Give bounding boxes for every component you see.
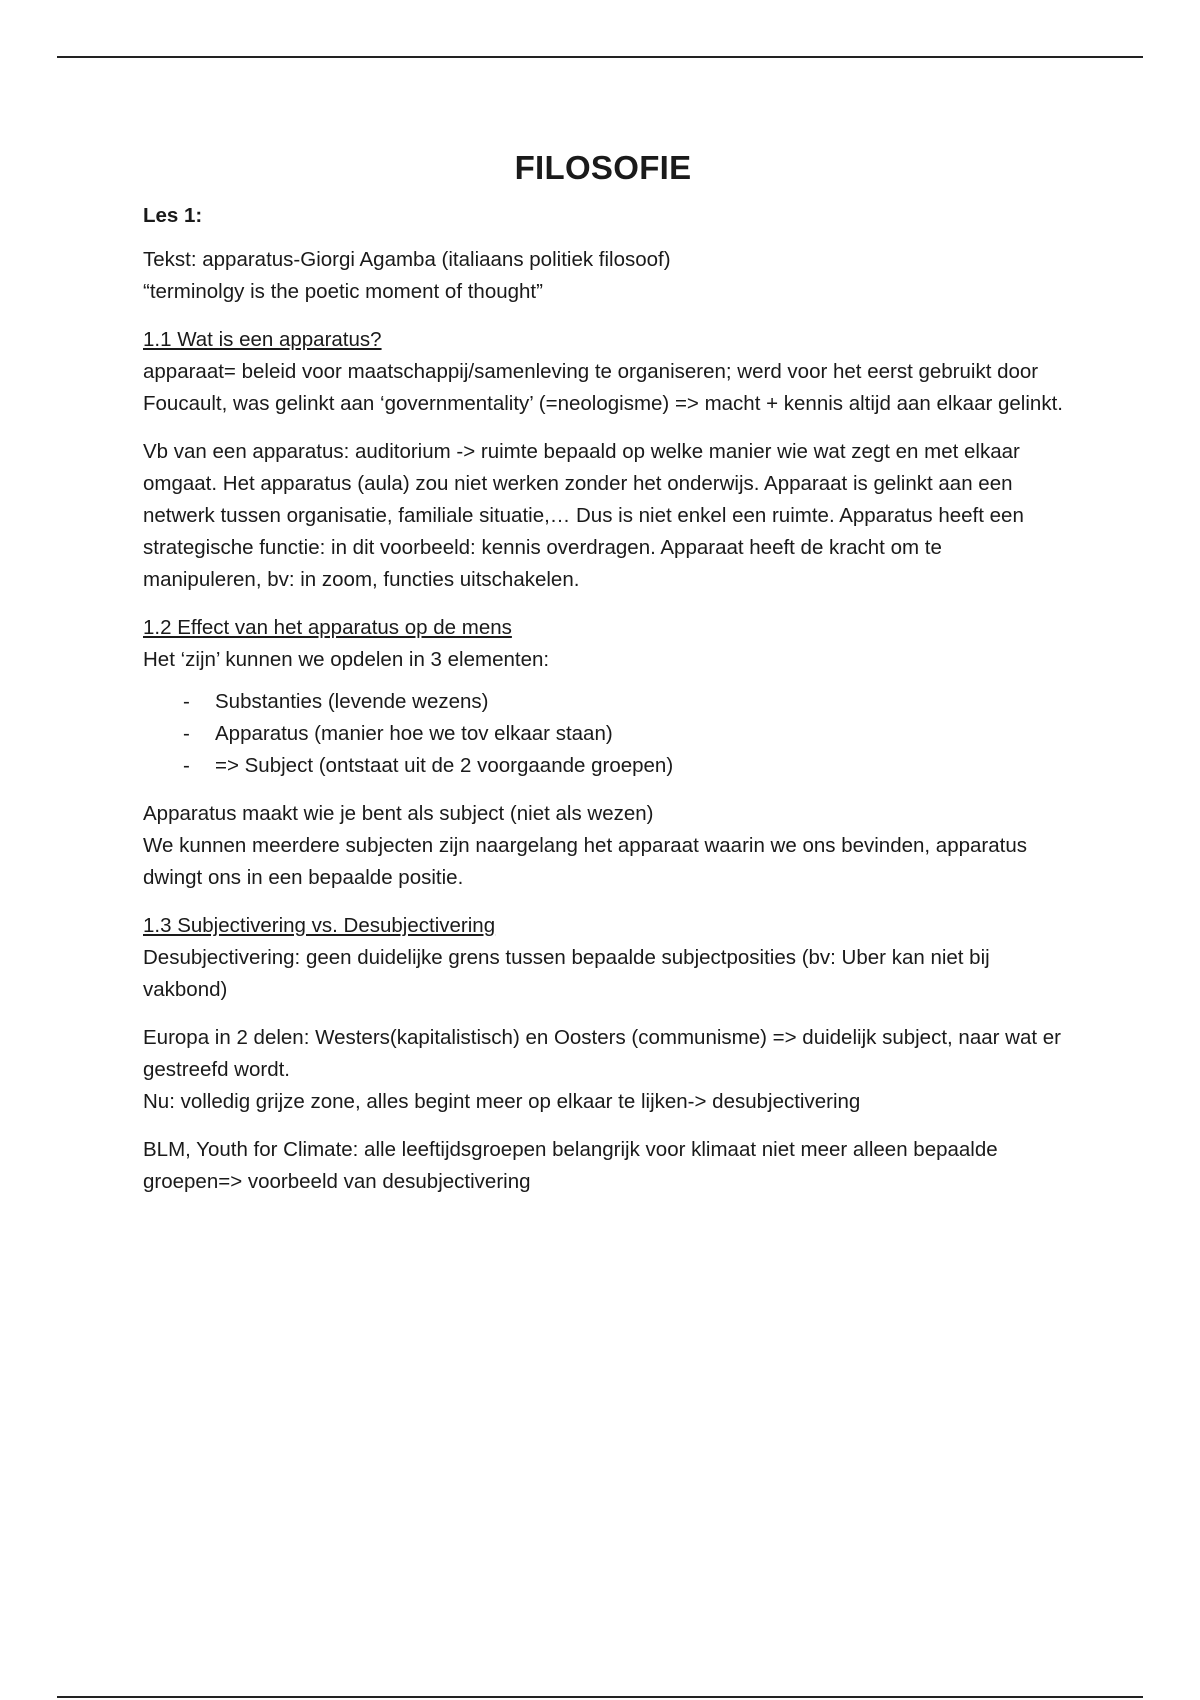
section-3-paragraph-2-line-1: Europa in 2 delen: Westers(kapitalistisch) en Oosters (communisme) => duidelijk subject, naar wat er gestreefd wordt.: [143, 1026, 1061, 1081]
bullet-dash: -: [183, 690, 190, 713]
bullet-dash: -: [183, 722, 190, 745]
list-item: [183, 686, 1063, 718]
section-2-paragraph-line-2: We kunnen meerdere subjecten zijn naargelang het apparaat waarin we ons bevinden, apparatus dwingt ons in een bepaalde positie.: [143, 834, 1027, 889]
section-1-paragraph-1: apparaat= beleid voor maatschappij/samenleving te organiseren; werd voor het eerst gebruikt door Foucault, was gelinkt aan ‘governmentality’ (=neologisme) => macht + kennis altijd aan elkaar gelinkt.: [143, 360, 1063, 415]
lesson-heading: Les 1:: [143, 204, 203, 227]
list-item: [183, 718, 1063, 750]
section-3-heading: 1.3 Subjectivering vs. Desubjectivering: [143, 914, 496, 937]
header-rule: [57, 56, 1143, 58]
section-3-paragraph-3: BLM, Youth for Climate: alle leeftijdsgroepen belangrijk voor klimaat niet meer alleen bepaalde groepen=> voorbeeld van desubjectivering: [143, 1138, 998, 1193]
section-3-paragraph-2-line-2: Nu: volledig grijze zone, alles begint meer op elkaar te lijken-> desubjectivering: [143, 1090, 861, 1113]
section-3-paragraph-2: [143, 1022, 1063, 1118]
list-item-text: Apparatus (manier hoe we tov elkaar staan): [215, 722, 613, 745]
section-2-heading: 1.2 Effect van het apparatus op de mens: [143, 616, 512, 639]
elements-list: [143, 686, 1063, 782]
section-2-intro: Het ‘zijn’ kunnen we opdelen in 3 elementen:: [143, 648, 550, 671]
document-title: FILOSOFIE: [514, 149, 692, 186]
intro-paragraph: [143, 244, 1063, 308]
intro-quote-line: “terminolgy is the poetic moment of thought”: [143, 280, 543, 303]
section-2-paragraph-line-1: Apparatus maakt wie je bent als subject (niet als wezen): [143, 802, 654, 825]
section-1: [143, 324, 1063, 420]
list-item: [183, 750, 1063, 782]
section-3-paragraph-1: Desubjectivering: geen duidelijke grens tussen bepaalde subjectposities (bv: Uber kan niet bij vakbond): [143, 946, 990, 1001]
section-3: [143, 910, 1063, 1006]
list-item-text: => Subject (ontstaat uit de 2 voorgaande groepen): [215, 754, 674, 777]
intro-source-line: Tekst: apparatus-Giorgi Agamba (italiaans politiek filosoof): [143, 248, 671, 271]
section-1-heading: 1.1 Wat is een apparatus?: [143, 328, 382, 351]
footer-rule: [57, 1696, 1143, 1698]
document-body: [143, 146, 1063, 1214]
section-1-paragraph-2: Vb van een apparatus: auditorium -> ruimte bepaald op welke manier wie wat zegt en met elkaar omgaat. Het apparatus (aula) zou niet werken zonder het onderwijs. Apparaat is gelinkt aan een netwerk tussen organisatie, familiale situatie,… Dus is niet enkel een ruimte. Apparatus heeft een strategische functie: in dit voorbeeld: kennis overdragen. Apparaat heeft de kracht om te manipuleren, bv: in zoom, functies uitschakelen.: [143, 440, 1024, 591]
section-2-paragraph: [143, 798, 1063, 894]
list-item-text: Substanties (levende wezens): [215, 690, 489, 713]
section-2: [143, 612, 1063, 676]
bullet-dash: -: [183, 754, 190, 777]
